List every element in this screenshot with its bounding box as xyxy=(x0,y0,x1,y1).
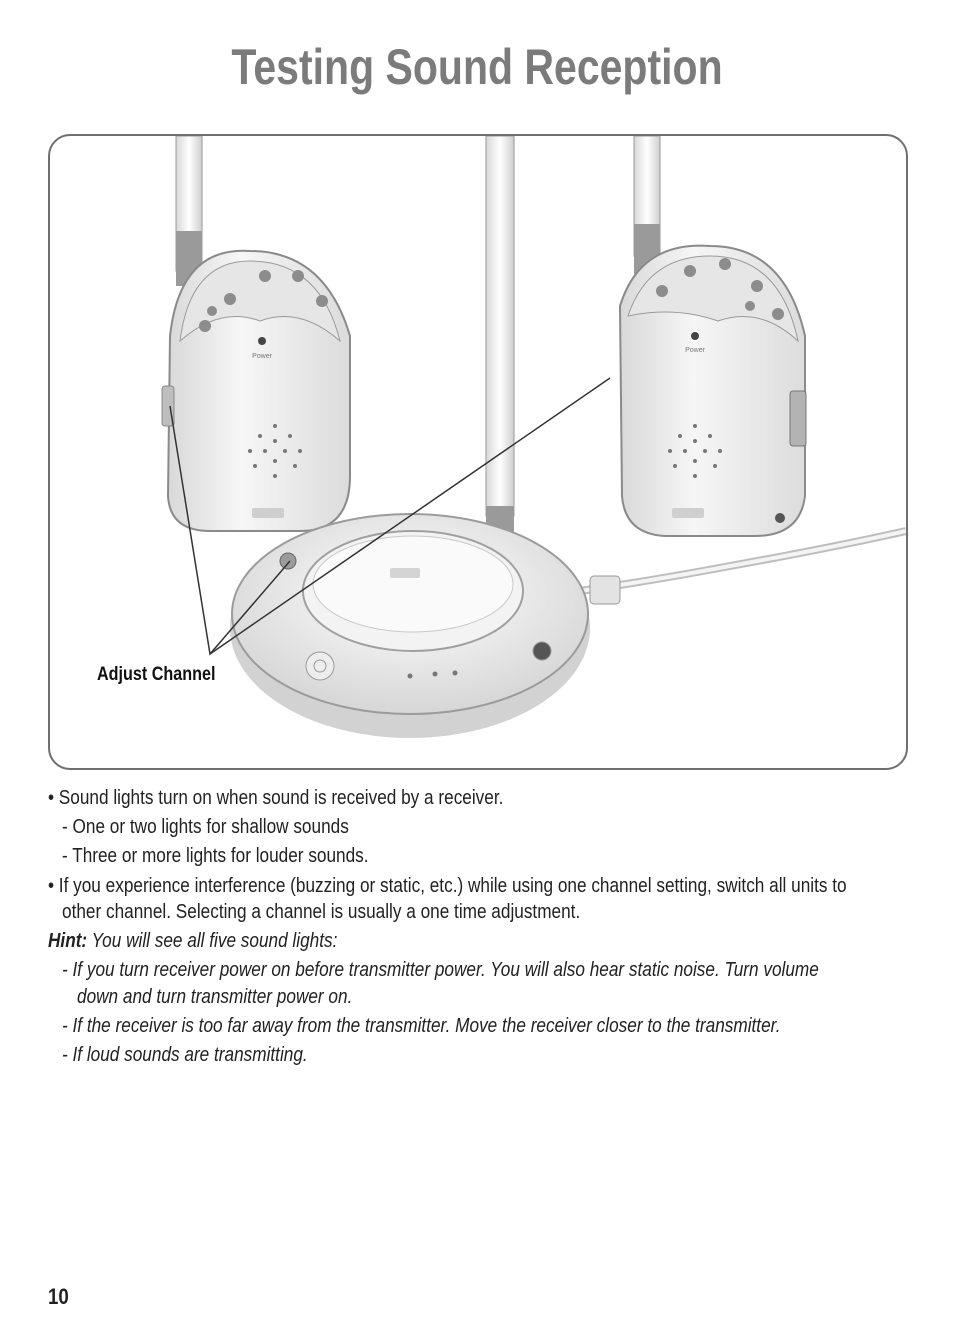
bullet-1-subitem-1: - One or two lights for shallow sounds xyxy=(62,816,349,838)
hint-item-2: - If the receiver is too far away from the transmitter. Move the receiver closer to the transmitter. xyxy=(62,1015,781,1037)
adjust-channel-callout: Adjust Channel xyxy=(97,664,216,685)
page-title: Testing Sound Reception xyxy=(231,39,723,95)
hint-line: Hint: You will see all five sound lights: xyxy=(48,930,338,952)
bullet-2: • If you experience interference (buzzing or static, etc.) while using one channel setting, switch all units to xyxy=(48,875,847,897)
svg-text:Power: Power xyxy=(252,353,272,360)
page-number: 10 xyxy=(48,1284,69,1309)
hint-item-3: - If loud sounds are transmitting. xyxy=(62,1044,308,1066)
svg-text:Power: Power xyxy=(685,347,705,354)
hint-label: Hint: xyxy=(48,930,88,952)
bullet-2-continued: other channel. Selecting a channel is usually a one time adjustment. xyxy=(62,901,581,923)
bullet-1-subitem-2: - Three or more lights for louder sounds. xyxy=(62,845,369,867)
hint-item-1-continued: down and turn transmitter power on. xyxy=(77,986,353,1008)
bullet-1: • Sound lights turn on when sound is received by a receiver. xyxy=(48,787,504,809)
hint-item-1: - If you turn receiver power on before transmitter power. You will also hear static noise. Turn volume xyxy=(62,959,819,981)
product-illustration xyxy=(48,134,908,770)
